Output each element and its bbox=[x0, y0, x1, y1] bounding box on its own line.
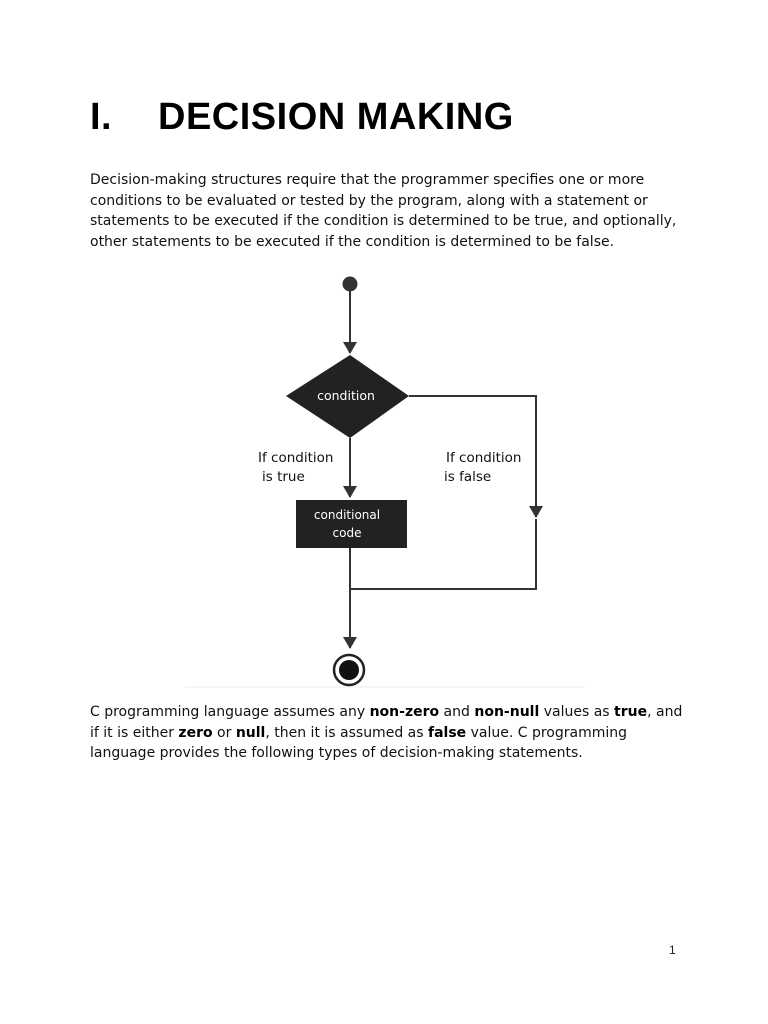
true-label-line2: is true bbox=[262, 469, 305, 485]
text-segment: value. C programming language provides the following types of decision-making statements. bbox=[90, 724, 628, 761]
keyword-true: true bbox=[614, 704, 648, 720]
decision-flowchart bbox=[180, 266, 590, 690]
false-label-line2: is false bbox=[444, 469, 492, 485]
page-title bbox=[90, 96, 514, 139]
page-number: 1 bbox=[669, 943, 676, 957]
code-label-line2: code bbox=[332, 526, 362, 540]
text-segment: or bbox=[212, 724, 236, 741]
text-segment: values as bbox=[539, 704, 615, 720]
values-paragraph bbox=[90, 702, 690, 764]
keyword-non-null: non-null bbox=[474, 704, 540, 720]
end-node bbox=[339, 660, 359, 680]
true-label-line1: If condition bbox=[258, 450, 334, 466]
text-segment: , and if it is either bbox=[90, 704, 683, 741]
code-label-line1: conditional bbox=[313, 508, 381, 522]
text-segment: and bbox=[439, 704, 475, 720]
false-label-line1: If condition bbox=[446, 450, 522, 466]
keyword-null: null bbox=[235, 724, 266, 741]
intro-paragraph: Decision-making structures require that the programmer specifies one or more conditions to be evaluated or tested by the program, along with a statement or statements to be executed if the condition is determined to be true, and optionally, other statements to be executed if the condition is determined to be false. bbox=[90, 172, 677, 250]
text-segment: , then it is assumed as bbox=[265, 724, 428, 741]
text-segment: C programming language assumes any bbox=[90, 704, 370, 720]
keyword-non-zero: non-zero bbox=[369, 704, 440, 720]
section-title: DECISION MAKING bbox=[158, 96, 514, 138]
start-node bbox=[343, 277, 358, 292]
keyword-false: false bbox=[427, 724, 467, 741]
section-number: I. bbox=[90, 96, 113, 138]
keyword-zero: zero bbox=[178, 724, 213, 741]
condition-label: condition bbox=[317, 388, 375, 403]
